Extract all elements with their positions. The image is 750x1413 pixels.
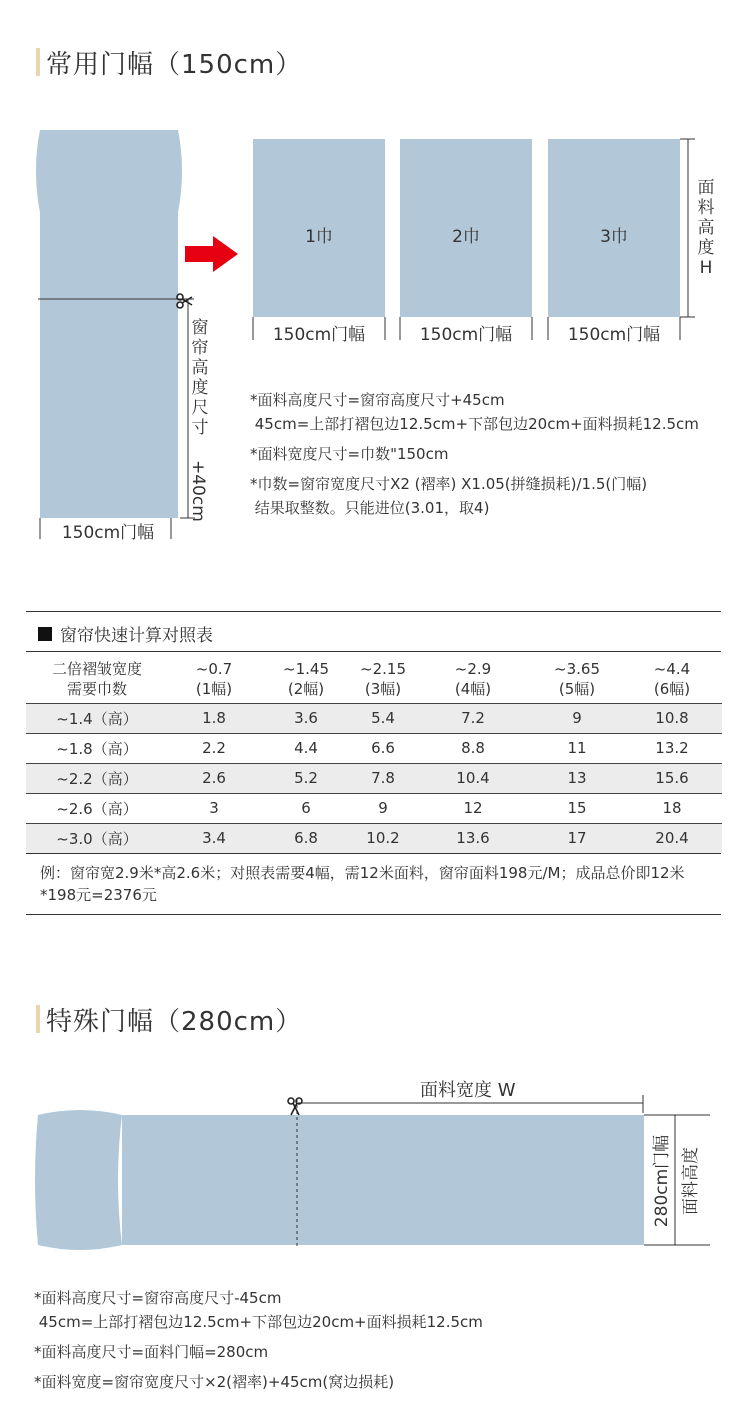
red-arrow-icon bbox=[185, 236, 239, 272]
example-bottom-rule bbox=[26, 914, 721, 915]
panel-2-label: 2巾 bbox=[452, 227, 480, 247]
fabric-height-label: 面料高度H bbox=[697, 178, 715, 278]
table-row: ~1.4（高） 1.8 3.6 5.4 7.2 9 10.8 bbox=[26, 703, 722, 733]
note-line: 45cm=上部打褶包边12.5cm+下部包边20cm+面料损耗12.5cm bbox=[34, 1313, 483, 1331]
table-title: 窗帘快速计算对照表 bbox=[60, 626, 213, 646]
section2-title-accent bbox=[36, 1005, 40, 1033]
quick-calc-table bbox=[26, 655, 722, 853]
wide-fabric-height-label: 面料高度 bbox=[681, 1147, 701, 1215]
note-line: *面料高度尺寸=面料门幅=280cm bbox=[34, 1343, 269, 1361]
wide-fabric-sheet bbox=[122, 1115, 644, 1245]
table-header-cell: ~2.9 (4幅) bbox=[454, 659, 492, 698]
square-bullet-icon bbox=[38, 627, 52, 641]
table-title-row bbox=[38, 621, 213, 646]
table-bottom-rule bbox=[26, 853, 721, 854]
panel-3-width-label: 150cm门幅 bbox=[567, 325, 661, 345]
table-header-cell: ~0.7 (1幅) bbox=[195, 659, 233, 698]
note-line: 45cm=上部打褶包边12.5cm+下部包边20cm+面料损耗12.5cm bbox=[250, 415, 699, 433]
scissors-icon bbox=[177, 294, 192, 308]
table-header-cell: ~4.4 (6幅) bbox=[653, 659, 691, 698]
section1-title: 常用门幅（150cm） bbox=[46, 50, 303, 80]
note-line: *面料高度尺寸=窗帘高度尺寸-45cm bbox=[34, 1289, 282, 1307]
section1-title-accent bbox=[36, 48, 40, 76]
door-width-label: 280cm门幅 bbox=[652, 1134, 672, 1228]
roll-width-label: 150cm门幅 bbox=[61, 523, 155, 543]
scissors-icon bbox=[288, 1098, 302, 1115]
fabric-width-label: 面料宽度 W bbox=[420, 1080, 516, 1101]
table-row: ~2.6（高） 3 6 9 12 15 18 bbox=[26, 793, 722, 823]
table-title-rule bbox=[26, 651, 721, 652]
fabric-roll-top bbox=[36, 130, 182, 213]
table-header-cell: ~3.65 (5幅) bbox=[554, 659, 600, 698]
panel-2-width-label: 150cm门幅 bbox=[419, 325, 513, 345]
panel-1-width-label: 150cm门幅 bbox=[272, 325, 366, 345]
table-top-rule bbox=[26, 611, 721, 612]
note-line: *面料宽度=窗帘宽度尺寸×2(褶率)+45cm(窝边损耗) bbox=[34, 1373, 395, 1391]
section2-notes bbox=[34, 1286, 483, 1394]
table-header-cell: ~2.15 (3幅) bbox=[360, 659, 406, 698]
section1-notes bbox=[250, 388, 699, 520]
roll-height-label bbox=[190, 318, 210, 438]
fabric-roll-sheet bbox=[40, 213, 178, 518]
table-row: ~2.2（高） 2.6 5.2 7.8 10.4 13 15.6 bbox=[26, 763, 722, 793]
wide-fabric-illustration bbox=[30, 1085, 720, 1260]
roll-height-extra-label: +40cm bbox=[188, 460, 208, 522]
table-row: ~1.8（高） 2.2 4.4 6.6 8.8 11 13.2 bbox=[26, 733, 722, 763]
panel-3-label: 3巾 bbox=[600, 227, 628, 247]
roll-height-label-text: 窗帘高度尺寸 bbox=[191, 318, 209, 438]
section2-title: 特殊门幅（280cm） bbox=[46, 1007, 303, 1037]
table-example-text: 例：窗帘宽2.9米*高2.6米；对照表需要4幅，需12米面料，窗帘面料198元/M；成品总价即12米*198元=2376元 bbox=[40, 864, 685, 904]
table-header-label: 二倍褶皱宽度 需要巾数 bbox=[51, 659, 142, 698]
note-line: *巾数=窗帘宽度尺寸X2 (褶率) X1.05(拼缝损耗)/1.5(门幅) bbox=[250, 475, 648, 493]
note-line: 结果取整数。只能进位(3.01，取4) bbox=[250, 499, 490, 517]
fabric-roll-end bbox=[35, 1110, 122, 1250]
table-header-cell: ~1.45 (2幅) bbox=[283, 659, 329, 698]
panels-dimension-lines bbox=[245, 130, 725, 345]
table-header-row bbox=[26, 655, 722, 703]
note-line: *面料宽度尺寸=巾数"150cm bbox=[250, 445, 449, 463]
panel-1-label: 1巾 bbox=[305, 227, 333, 247]
note-line: *面料高度尺寸=窗帘高度尺寸+45cm bbox=[250, 391, 505, 409]
table-row: ~3.0（高） 3.4 6.8 10.2 13.6 17 20.4 bbox=[26, 823, 722, 853]
